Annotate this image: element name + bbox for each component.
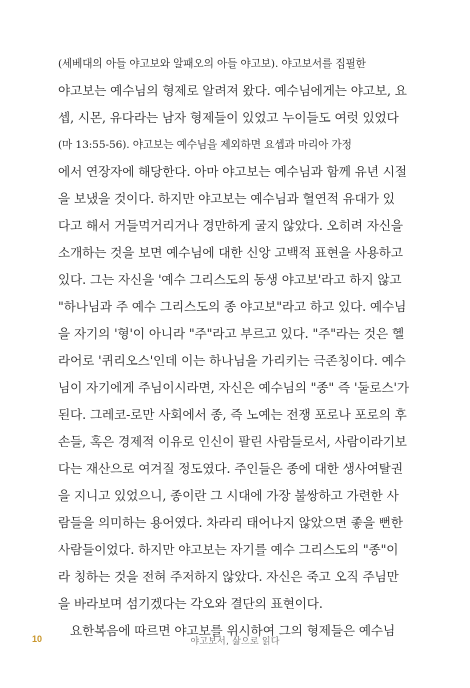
- text-line-16: 다는 재산으로 여겨질 정도였다. 주인들은 종에 대한 생사여탈권: [58, 461, 403, 476]
- running-title: 야고보서, 삶으로 읽다: [190, 637, 280, 647]
- text-line-6: 을 보냈을 것이다. 하지만 야고보는 예수님과 혈연적 유대가 있: [58, 191, 395, 206]
- text-line-3: 셉, 시몬, 유다라는 남자 형제들이 있었고 누이들도 여럿 있었다: [58, 110, 399, 125]
- text-line-1: (세베대의 아들 야고보와 알패오의 아들 야고보). 야고보서를 집필한: [58, 58, 366, 70]
- text-line-8: 소개하는 것을 보면 예수님에 대한 신앙 고백적 표현을 사용하고: [58, 245, 403, 260]
- page-footer: [0, 634, 470, 650]
- text-line-9: 있다. 그는 자신을 '예수 그리스도의 동생 야고보'라고 하지 않고: [58, 272, 402, 287]
- text-line-4: (마 13:55-56). 야고보는 예수님을 제외하면 요셉과 마리아 가정: [58, 139, 352, 151]
- text-line-7: 다고 해서 거들먹거리거나 경만하게 굴지 않았다. 오히려 자신을: [58, 218, 403, 233]
- text-line-15: 손들, 혹은 경제적 이유로 인신이 팔린 사람들로서, 사람이라기보: [58, 434, 407, 449]
- text-line-11: 을 자기의 '형'이 아니라 "주"라고 부르고 있다. "주"라는 것은 헬: [58, 326, 405, 341]
- text-line-20: 라 칭하는 것을 전혀 주저하지 않았다. 자신은 죽고 오직 주님만: [58, 569, 399, 584]
- text-line-19: 사람들이었다. 하지만 야고보는 자기를 예수 그리스도의 "종"이: [58, 542, 399, 557]
- text-line-17: 을 지니고 있었으니, 종이란 그 시대에 가장 불쌍하고 가련한 사: [58, 488, 399, 503]
- text-line-13: 님이 자기에게 주님이시라면, 자신은 예수님의 "종" 즉 '둘로스'가: [58, 380, 409, 395]
- text-line-5: 에서 연장자에 해당한다. 아마 야고보는 예수님과 함께 유년 시절: [58, 164, 407, 179]
- text-line-21: 을 바라보며 섬기겠다는 각오와 결단의 표현이다.: [58, 596, 323, 611]
- text-line-22: 요한복음에 따르면 야고보를 위시하여 그의 형제들은 예수님: [70, 623, 396, 638]
- text-line-14: 된다. 그레코-로만 사회에서 종, 즉 노예는 전쟁 포로나 포로의 후: [58, 407, 407, 422]
- text-line-2: 야고보는 예수님의 형제로 알려져 왔다. 예수님에게는 야고보, 요: [58, 83, 407, 98]
- text-line-18: 람들을 의미하는 용어였다. 차라리 태어나지 않았으면 좋을 뻔한: [58, 515, 403, 530]
- text-line-10: "하나님과 주 예수 그리스도의 종 야고보"라고 하고 있다. 예수님: [58, 299, 407, 314]
- page-number: 10: [32, 634, 43, 644]
- text-line-12: 라어로 '퀴리오스'인데 이는 하나님을 가리키는 극존칭이다. 예수: [58, 353, 406, 368]
